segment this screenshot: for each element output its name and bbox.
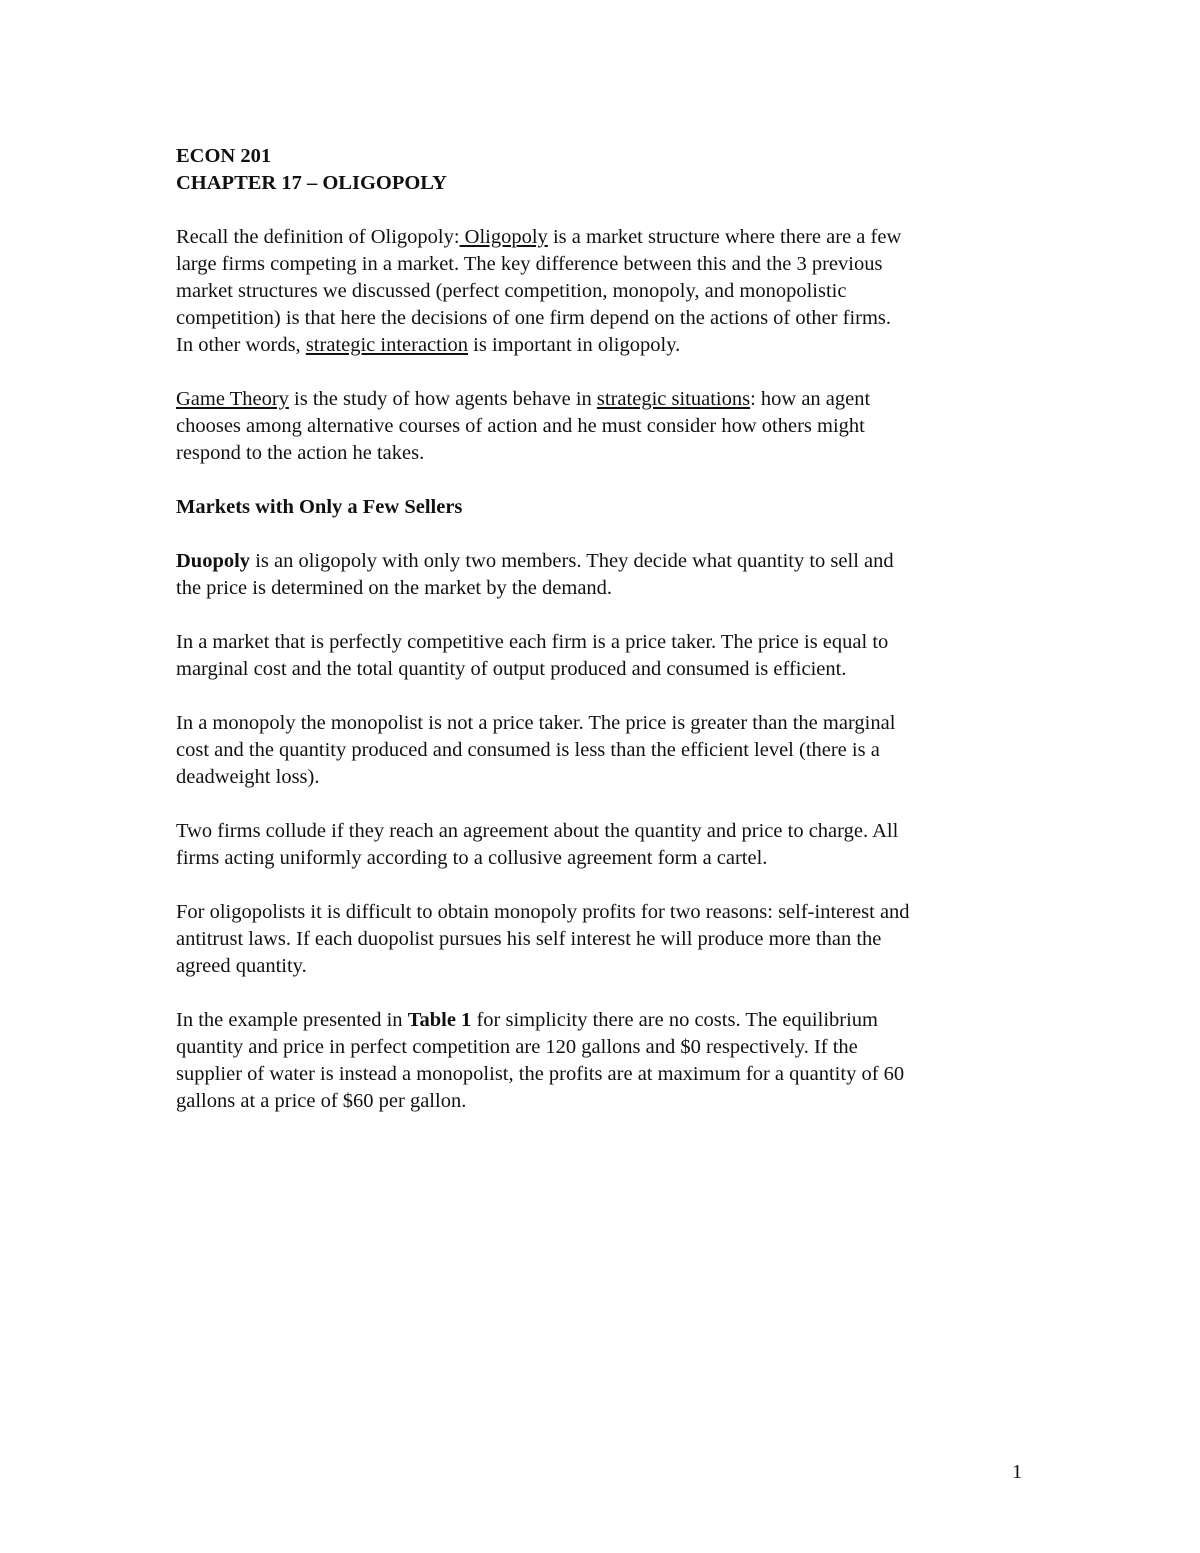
term-oligopoly: Oligopoly <box>459 226 548 248</box>
paragraph-line: Two firms collude if they reach an agreement about the quantity and price to charge. All <box>176 820 899 842</box>
table-reference: Table 1 <box>407 1009 472 1031</box>
course-code: ECON 201 <box>176 145 272 167</box>
term-strategic-interaction: strategic interaction <box>305 334 469 356</box>
paragraph-line: cost and the quantity produced and consumed is less than the efficient level (there is a <box>176 739 880 761</box>
paragraph-line: antitrust laws. If each duopolist pursues his self interest he will produce more than the <box>176 928 882 950</box>
text-run: is a market structure where there are a few <box>547 226 902 248</box>
text-run: is an oligopoly with only two members. They decide what quantity to sell and <box>250 550 894 572</box>
paragraph-line <box>176 224 1036 251</box>
paragraph-line <box>176 386 1036 413</box>
term-duopoly: Duopoly <box>176 550 251 572</box>
example-paragraph <box>176 1007 1036 1115</box>
duopoly-paragraph <box>176 548 1036 602</box>
text-run: : how an agent <box>750 388 871 410</box>
term-strategic-situations: strategic situations <box>596 388 751 410</box>
text-run: In the example presented in <box>176 1009 408 1031</box>
monopoly-paragraph <box>176 710 1036 791</box>
game-theory-paragraph <box>176 386 1036 467</box>
paragraph-line <box>176 1007 1036 1034</box>
paragraph-line: firms acting uniformly according to a collusive agreement form a cartel. <box>176 847 768 869</box>
document-body <box>176 143 1036 1142</box>
text-run: Recall the definition of Oligopoly: <box>176 226 460 248</box>
paragraph-line: large firms competing in a market. The key difference between this and the 3 previous <box>176 253 883 275</box>
paragraph-line: agreed quantity. <box>176 955 307 977</box>
text-run: In other words, <box>176 334 306 356</box>
paragraph-line: deadweight loss). <box>176 766 320 788</box>
paragraph-line: quantity and price in perfect competition are 120 gallons and $0 respectively. If the <box>176 1036 858 1058</box>
oligopolists-paragraph <box>176 899 1036 980</box>
text-run: for simplicity there are no costs. The equilibrium <box>471 1009 878 1031</box>
text-run: is the study of how agents behave in <box>288 388 597 410</box>
paragraph-line: market structures we discussed (perfect competition, monopoly, and monopolistic <box>176 280 847 302</box>
page-number: 1 <box>1012 1461 1023 1483</box>
paragraph-line: In a market that is perfectly competitive each firm is a price taker. The price is equal to <box>176 631 889 653</box>
paragraph-line: gallons at a price of $60 per gallon. <box>176 1090 467 1112</box>
term-game-theory: Game Theory <box>176 388 289 410</box>
paragraph-line: marginal cost and the total quantity of output produced and consumed is efficient. <box>176 658 847 680</box>
perfect-competition-paragraph <box>176 629 1036 683</box>
paragraph-line: For oligopolists it is difficult to obtain monopoly profits for two reasons: self-interest and <box>176 901 910 923</box>
paragraph-line <box>176 548 1036 575</box>
paragraph-line <box>176 332 1036 359</box>
document-title <box>176 143 1036 197</box>
collusion-paragraph <box>176 818 1036 872</box>
text-run: is important in oligopoly. <box>468 334 681 356</box>
paragraph-line: competition) is that here the decisions of one firm depend on the actions of other firms. <box>176 307 892 329</box>
paragraph-line: respond to the action he takes. <box>176 442 425 464</box>
paragraph-line: supplier of water is instead a monopolist, the profits are at maximum for a quantity of 60 <box>176 1063 905 1085</box>
chapter-title: CHAPTER 17 – OLIGOPOLY <box>176 172 447 194</box>
paragraph-line: In a monopoly the monopolist is not a price taker. The price is greater than the marginal <box>176 712 896 734</box>
paragraph-line: the price is determined on the market by the demand. <box>176 577 613 599</box>
paragraph-line: chooses among alternative courses of action and he must consider how others might <box>176 415 865 437</box>
oligopoly-definition-paragraph <box>176 224 1036 359</box>
section-heading: Markets with Only a Few Sellers <box>176 496 463 518</box>
